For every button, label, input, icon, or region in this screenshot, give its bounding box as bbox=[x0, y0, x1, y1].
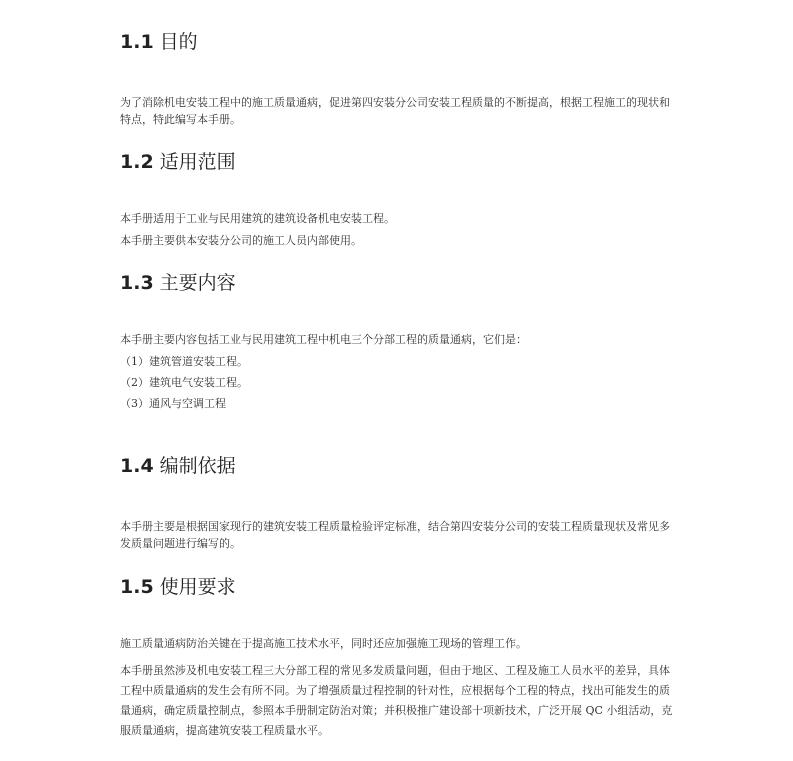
section-title: 主要内容 bbox=[159, 272, 236, 294]
section-number: 1.5 bbox=[120, 576, 154, 598]
section-title: 目的 bbox=[159, 31, 198, 53]
paragraph: 本手册适用于工业与民用建筑的建筑设备机电安装工程。 bbox=[120, 212, 395, 225]
list-item: （2）建筑电气安装工程。 bbox=[120, 376, 248, 389]
section-heading-scope bbox=[120, 150, 236, 174]
section-number: 1.1 bbox=[120, 31, 154, 53]
section-title: 编制依据 bbox=[159, 455, 236, 477]
section-number: 1.2 bbox=[120, 151, 154, 173]
paragraph: 为了消除机电安装工程中的施工质量通病，促进第四安装分公司安装工程质量的不断提高，根据工程施工的现状和特点，特此编写本手册。 bbox=[120, 96, 670, 126]
paragraph: 施工质量通病防治关键在于提高施工技术水平，同时还应加强施工现场的管理工作。 bbox=[120, 637, 527, 650]
section-heading-contents bbox=[120, 271, 236, 295]
section-heading-purpose bbox=[120, 30, 198, 54]
list-item: （1）建筑管道安装工程。 bbox=[120, 355, 248, 368]
section-title: 适用范围 bbox=[159, 151, 236, 173]
section-heading-usage bbox=[120, 575, 236, 599]
section-number: 1.4 bbox=[120, 455, 154, 477]
section-number: 1.3 bbox=[120, 272, 154, 294]
paragraph: 本手册虽然涉及机电安装工程三大分部工程的常见多发质量问题，但由于地区、工程及施工人员水平的差异，具体工程中质量通病的发生会有所不同。为了增强质量过程控制的针对性，应根据每个工程的特点，找出可能发生的质量通病，确定质量控制点，参照本手册制定防治对策；并积极推广建设部十项新技术，广泛开展 QC 小组活动，克服质量通病，提高建筑安装工程质量水平。 bbox=[120, 664, 673, 737]
paragraph: 本手册主要内容包括工业与民用建筑工程中机电三个分部工程的质量通病，它们是： bbox=[120, 333, 527, 346]
paragraph: 本手册主要供本安装分公司的施工人员内部使用。 bbox=[120, 234, 362, 247]
section-title: 使用要求 bbox=[159, 576, 236, 598]
paragraph: 本手册主要是根据国家现行的建筑安装工程质量检验评定标准，结合第四安装分公司的安装工程质量现状及常见多发质量问题进行编写的。 bbox=[120, 520, 670, 550]
section-heading-basis bbox=[120, 454, 236, 478]
list-item: （3）通风与空调工程 bbox=[120, 397, 226, 410]
